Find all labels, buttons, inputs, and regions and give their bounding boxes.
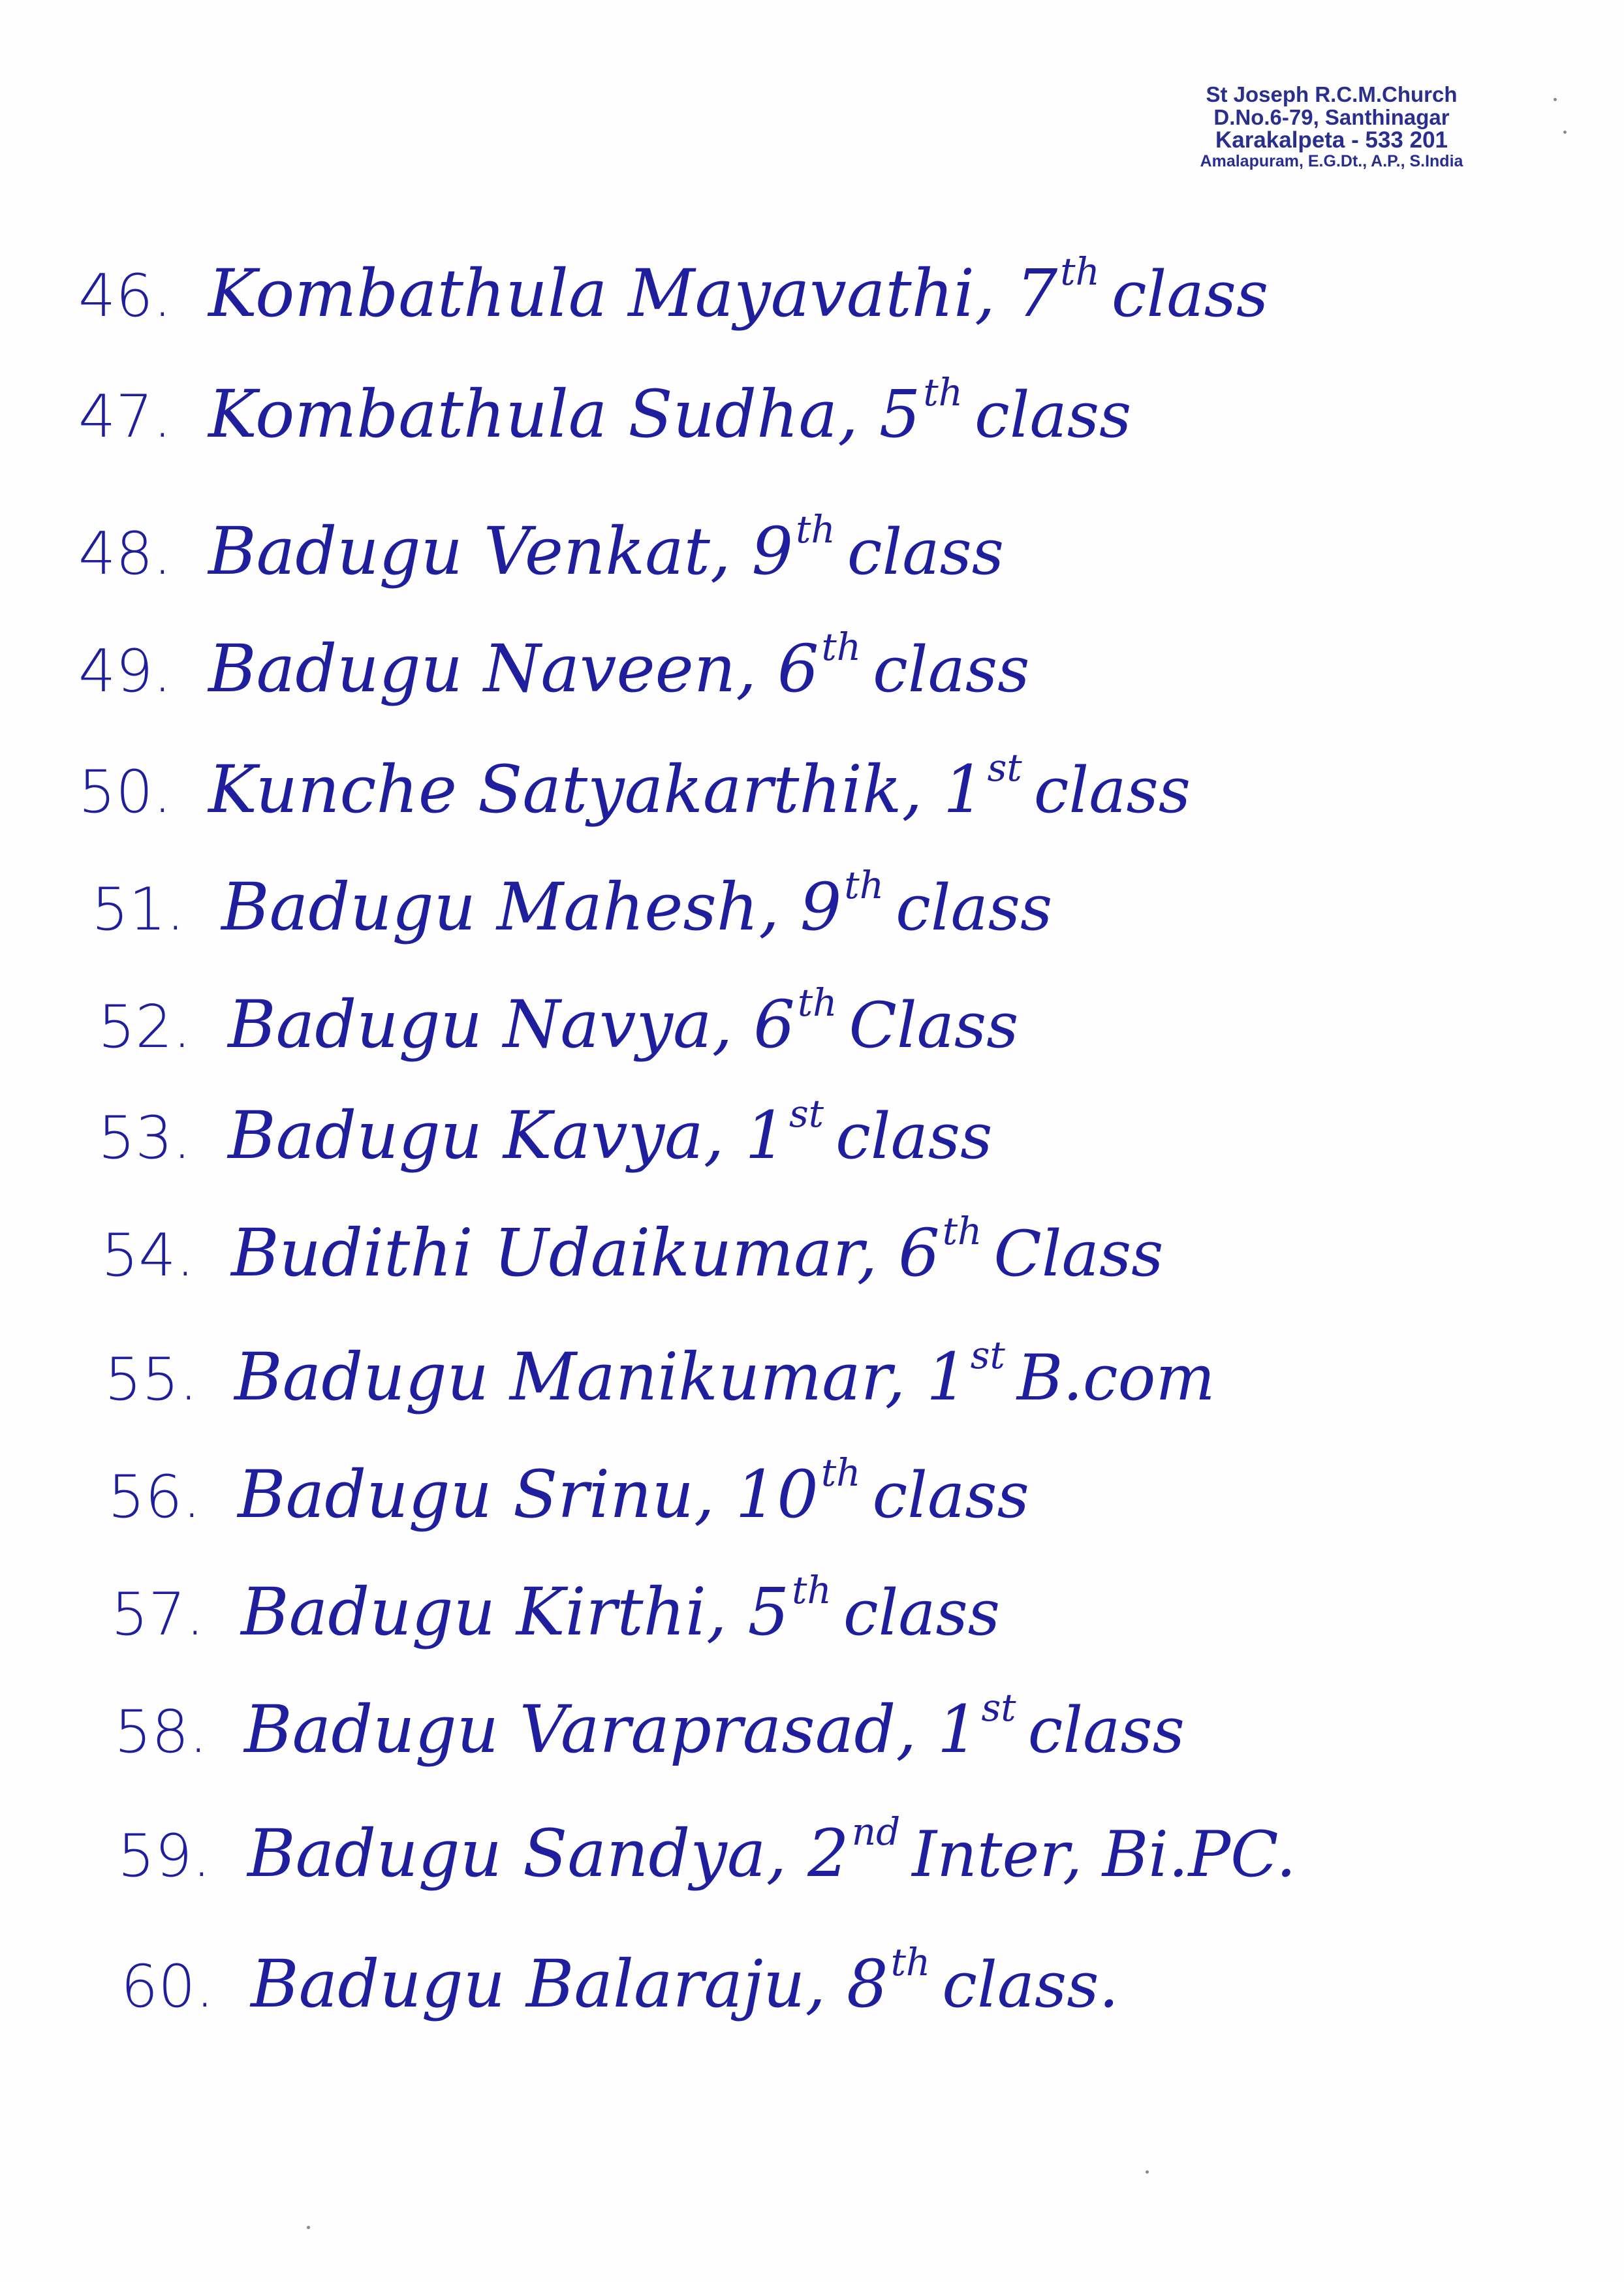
- entry-class: class: [896, 871, 1053, 945]
- entry-ordinal: 6: [753, 986, 795, 1063]
- list-item: [78, 507, 1005, 589]
- entry-ordinal: 10: [735, 1456, 819, 1533]
- list-item: [78, 624, 1030, 707]
- entry-ordinal-suffix: th: [820, 1450, 861, 1495]
- list-item: [78, 369, 1132, 452]
- list-item: [101, 1208, 1164, 1291]
- entry-number: 53.: [98, 1104, 192, 1172]
- entry-ordinal: 2: [807, 1815, 849, 1892]
- entry-class: class: [843, 1576, 1001, 1649]
- entry-ordinal-suffix: nd: [851, 1809, 901, 1854]
- list-item: [104, 1332, 1215, 1415]
- entry-ordinal-suffix: th: [821, 624, 862, 669]
- entry-name: Badugu Varaprasad,: [244, 1691, 917, 1768]
- entry-ordinal: 1: [926, 1339, 968, 1415]
- entry-class: class: [1033, 754, 1191, 827]
- entry-ordinal-suffix: th: [942, 1208, 982, 1253]
- entry-class: class: [872, 1459, 1029, 1532]
- entry-number: 54.: [101, 1221, 195, 1290]
- entry-name: Badugu Navya,: [228, 986, 733, 1063]
- paper-speck: [1554, 98, 1557, 101]
- entry-class: class: [1027, 1694, 1185, 1767]
- entry-number: 51.: [91, 875, 185, 944]
- entry-name: Badugu Balaraju,: [251, 1946, 826, 2022]
- entry-number: 49.: [78, 637, 172, 706]
- entry-ordinal-suffix: th: [796, 507, 835, 552]
- stamp-line-church: St Joseph R.C.M.Church: [1206, 82, 1458, 106]
- entry-name: Badugu Kavya,: [228, 1097, 725, 1174]
- entry-class: class: [975, 379, 1132, 452]
- stamp-line-town-pin: Karakalpeta - 533 201: [1215, 127, 1448, 153]
- entry-class: Class: [993, 1217, 1164, 1290]
- entry-class: Inter, Bi.PC.: [912, 1818, 1296, 1891]
- entry-ordinal: 5: [879, 376, 921, 452]
- entry-name: Badugu Venkat,: [208, 513, 731, 589]
- list-item: [117, 1809, 1296, 1892]
- entry-ordinal-suffix: th: [844, 862, 884, 907]
- list-item: [121, 1939, 1119, 2022]
- entry-number: 56.: [108, 1463, 202, 1531]
- entry-number: 60.: [121, 1952, 215, 2021]
- entry-name: Badugu Mahesh,: [221, 869, 779, 945]
- entry-name: Budithi Udaikumar,: [231, 1215, 878, 1291]
- entry-ordinal-suffix: th: [1060, 249, 1100, 294]
- entry-number: 55.: [104, 1345, 198, 1414]
- entry-class: Class: [849, 989, 1019, 1062]
- entry-name: Badugu Kirthi,: [241, 1574, 727, 1650]
- list-item: [108, 1450, 1029, 1533]
- entry-ordinal-suffix: th: [890, 1939, 931, 1984]
- entry-name: Kunche Satyakarthik,: [208, 751, 923, 828]
- entry-ordinal: 1: [937, 1691, 979, 1768]
- entry-name: Badugu Srinu,: [238, 1456, 715, 1533]
- entry-ordinal: 6: [777, 631, 819, 707]
- entry-ordinal-suffix: th: [923, 369, 963, 414]
- entry-ordinal: 9: [800, 869, 842, 945]
- entry-ordinal: 5: [747, 1574, 790, 1650]
- entry-number: 50.: [78, 758, 172, 826]
- entry-class: class: [873, 633, 1030, 706]
- entry-number: 59.: [117, 1822, 211, 1890]
- entry-class: B.com: [1016, 1341, 1215, 1415]
- entry-ordinal-suffix: th: [792, 1567, 832, 1612]
- entry-ordinal: 9: [751, 513, 794, 589]
- stamp-line-district: Amalapuram, E.G.Dt., A.P., S.India: [1200, 152, 1463, 171]
- list-item: [114, 1685, 1185, 1768]
- list-item: [98, 980, 1019, 1063]
- entry-ordinal-suffix: th: [797, 980, 837, 1025]
- paper-speck: [307, 2226, 310, 2229]
- entry-number: 48.: [78, 520, 172, 588]
- entry-name: Kombathula Sudha,: [208, 376, 858, 452]
- entry-number: 52.: [98, 993, 192, 1061]
- entry-name: Badugu Naveen,: [208, 631, 757, 707]
- list-item: [78, 745, 1191, 828]
- entry-number: 57.: [111, 1580, 205, 1649]
- list-item: [98, 1091, 993, 1174]
- entry-name: Badugu Manikumar,: [234, 1339, 906, 1415]
- entry-ordinal-suffix: st: [987, 745, 1022, 790]
- entry-ordinal-suffix: st: [970, 1332, 1005, 1377]
- entry-name: Badugu Sandya,: [247, 1815, 787, 1892]
- entry-name: Kombathula Mayavathi,: [208, 255, 995, 332]
- entry-ordinal-suffix: st: [789, 1091, 824, 1136]
- entry-class: class: [1111, 258, 1269, 331]
- entry-ordinal-suffix: st: [981, 1685, 1016, 1730]
- entry-ordinal: 7: [1016, 255, 1058, 332]
- list-item: [91, 862, 1053, 945]
- entry-class: class.: [942, 1948, 1119, 2022]
- entry-class: class: [847, 516, 1005, 589]
- list-item: [111, 1567, 1001, 1650]
- entry-number: 47.: [78, 383, 172, 451]
- paper-speck: [1146, 2170, 1149, 2174]
- entry-number: 46.: [78, 262, 172, 330]
- entry-number: 58.: [114, 1698, 208, 1766]
- entry-ordinal: 8: [847, 1946, 888, 2022]
- entry-class: class: [835, 1100, 993, 1173]
- entry-ordinal: 1: [943, 751, 985, 828]
- entry-ordinal: 6: [898, 1215, 940, 1291]
- entry-ordinal: 1: [745, 1097, 787, 1174]
- list-item: [78, 249, 1269, 332]
- paper-speck: [1563, 131, 1567, 134]
- stamp-line-door-number: D.No.6-79, Santhinagar: [1213, 104, 1450, 129]
